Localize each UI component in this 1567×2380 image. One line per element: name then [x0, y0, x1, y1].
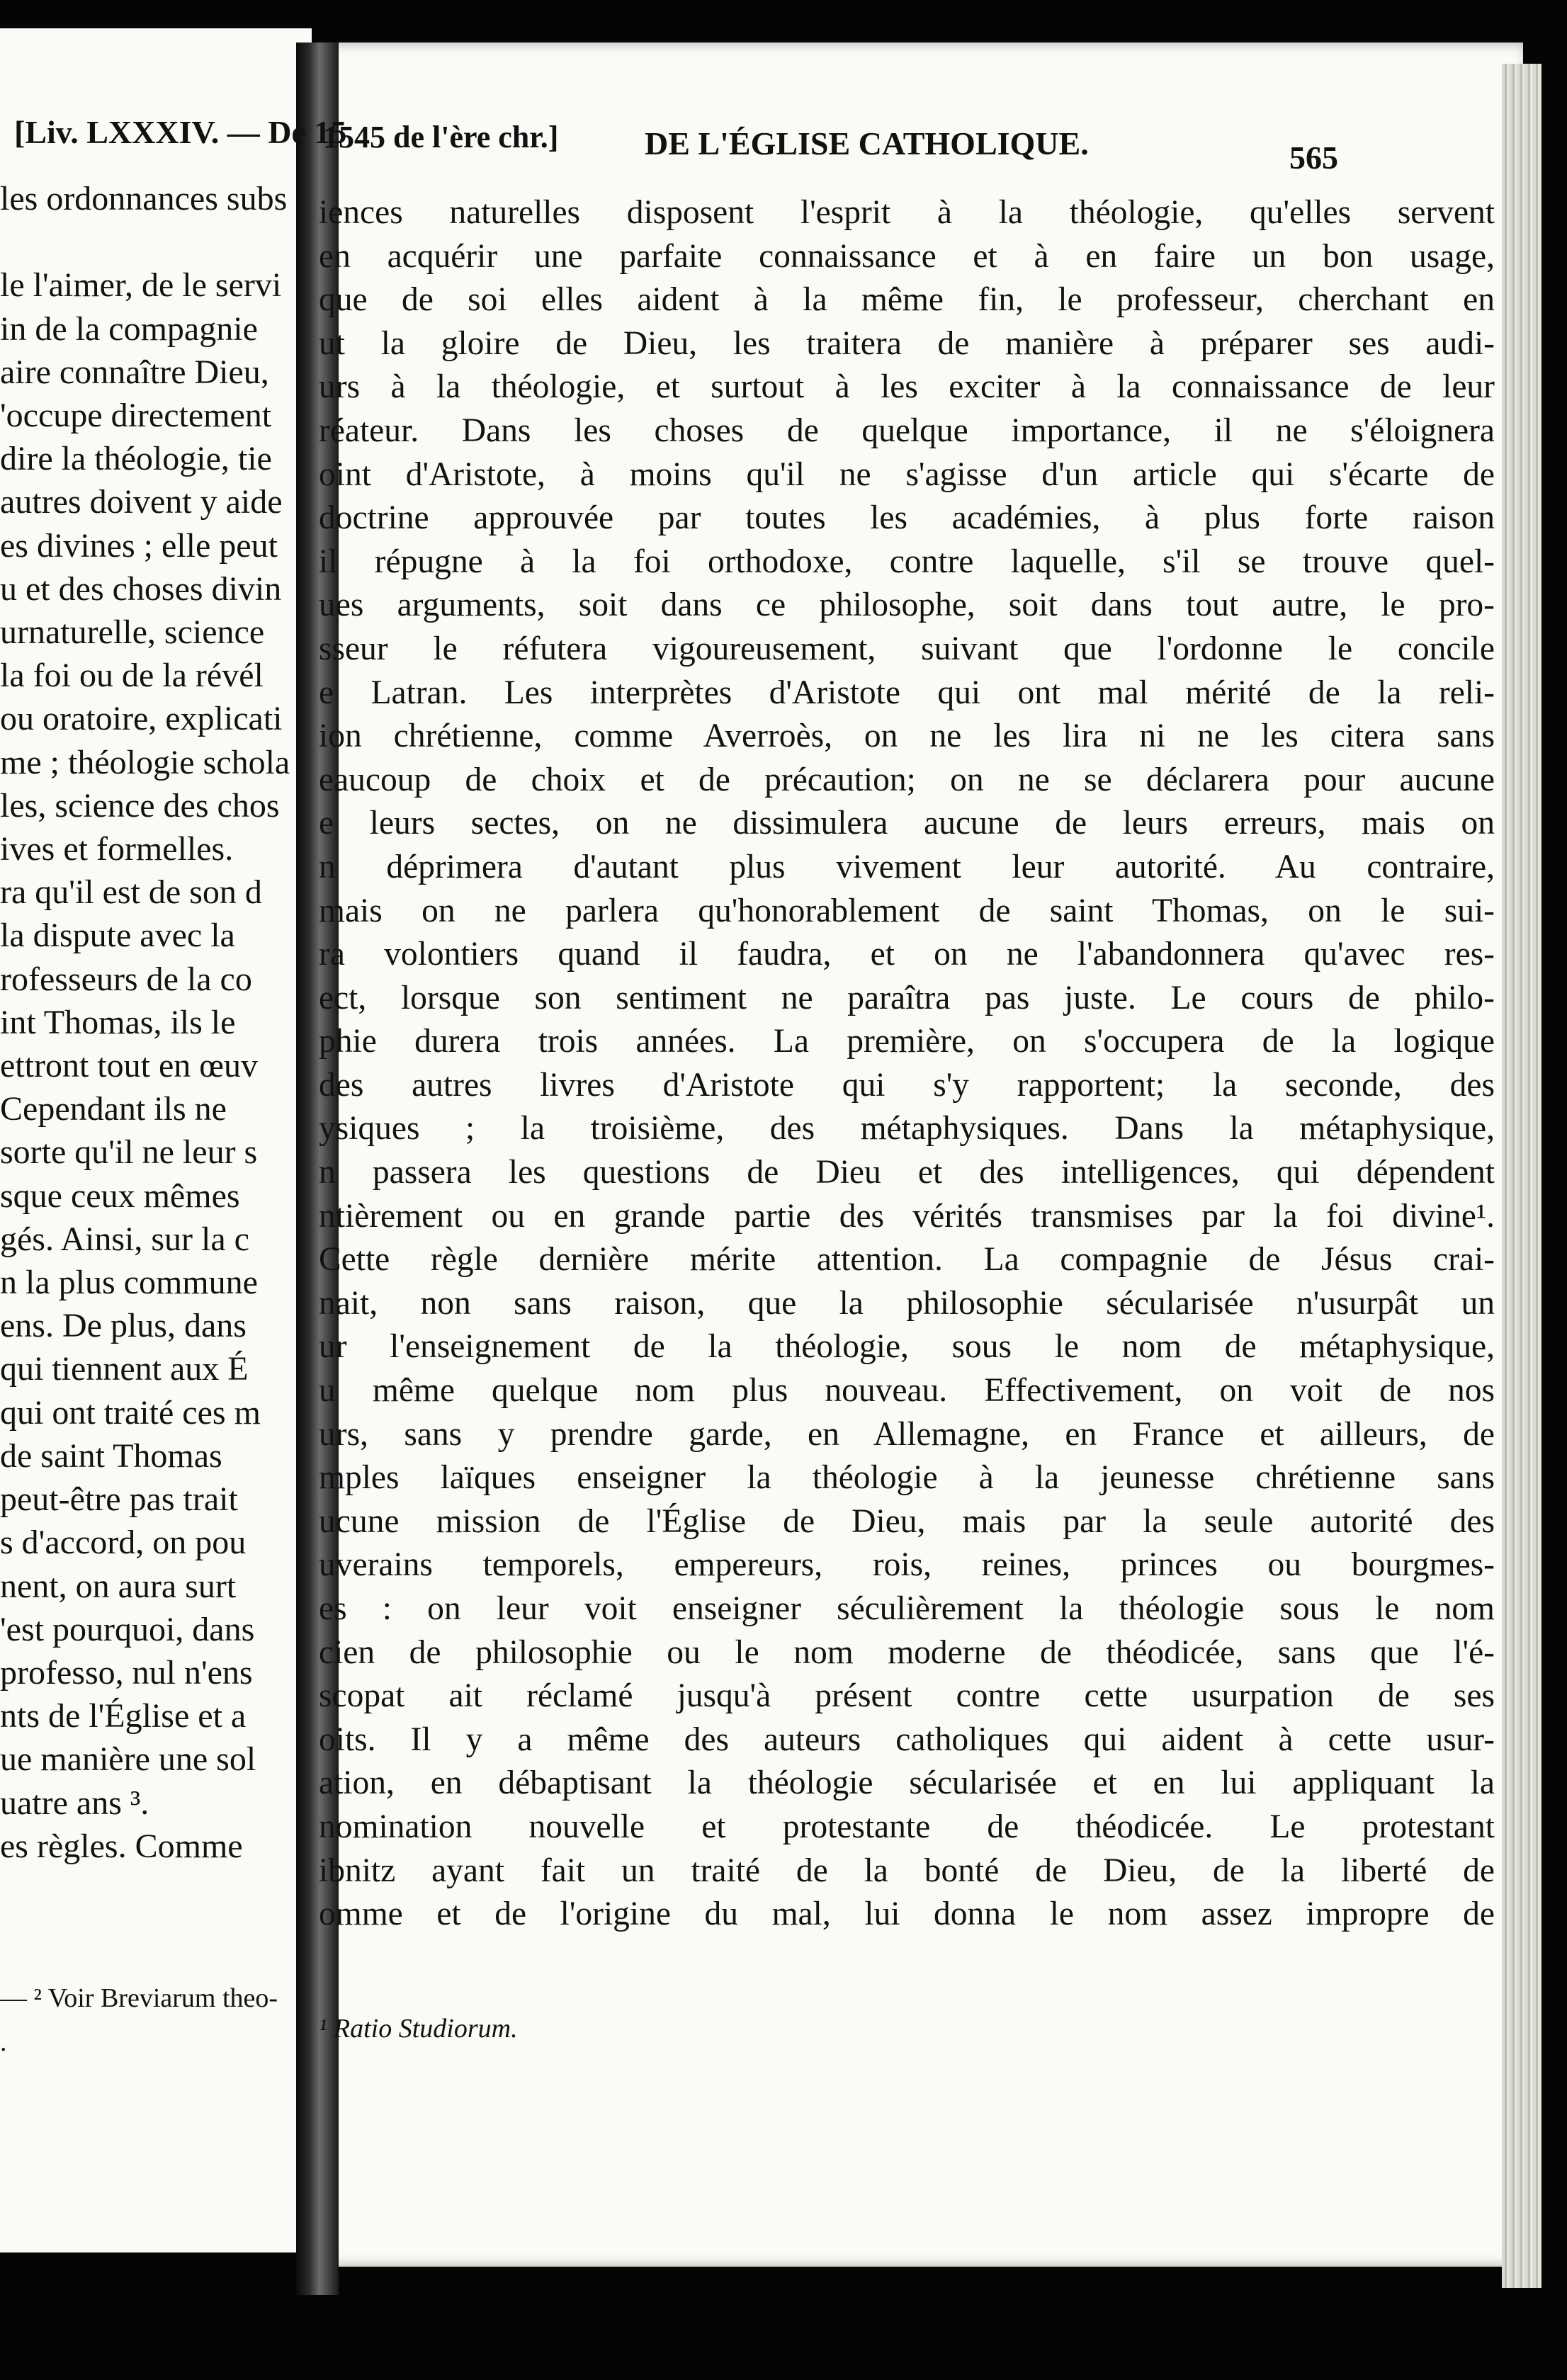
left-text-line: urnaturelle, science [0, 613, 265, 652]
left-text-line: 'est pourquoi, dans [0, 1610, 255, 1648]
left-text-line: gés. Ainsi, sur la c [0, 1220, 249, 1258]
left-text-line: es divines ; elle peut [0, 526, 278, 565]
left-text-line: la dispute avec la [0, 917, 235, 955]
right-text-line: que de soi elles aident à la même fin, le professeur, cherchant en [319, 281, 1495, 319]
right-text-line: scopat ait réclamé jusqu'à présent contre cette usurpation de ses [319, 1677, 1495, 1715]
right-text-line: uverains temporels, empereurs, rois, reines, princes ou bourgmes- [319, 1546, 1495, 1584]
right-text-line: e Latran. Les interprètes d'Aristote qui ont mal mérité de la reli- [319, 674, 1495, 711]
left-text-line: autres doivent y aide [0, 483, 283, 521]
left-text-line: ou oratoire, explicati [0, 700, 283, 738]
right-text-line: ut la gloire de Dieu, les traitera de manière à préparer ses audi- [319, 324, 1495, 362]
left-text-line: sque ceux mêmes [0, 1177, 240, 1215]
left-footnotes [0, 1976, 312, 2064]
left-text-line: Cependant ils ne [0, 1090, 227, 1128]
right-text-line: es : on leur voit enseigner séculièrement la théologie sous le nom [319, 1590, 1495, 1627]
left-text-line: les ordonnances subs [0, 180, 288, 217]
left-text-line: le l'aimer, de le servi [0, 266, 282, 305]
right-text-line: eaucoup de choix et de précaution; on ne se déclarera pour aucune [319, 761, 1495, 798]
left-text-line: 'occupe directement [0, 397, 272, 435]
left-text-line: me ; théologie schola [0, 743, 290, 781]
right-text-line: ues arguments, soit dans ce philosophe, soit dans tout autre, le pro- [319, 586, 1495, 624]
right-text-line: u même quelque nom plus nouveau. Effectivement, on voit de nos [319, 1372, 1495, 1410]
left-text-line: aire connaître Dieu, [0, 353, 269, 391]
right-text-line: iences naturelles disposent l'esprit à la théologie, qu'elles servent [319, 194, 1495, 231]
right-text-line: ra volontiers quand il faudra, et on ne l'abandonnera qu'avec res- [319, 936, 1495, 973]
left-text-line: nts de l'Église et a [0, 1697, 247, 1735]
left-text-line: peut-être pas trait [0, 1480, 238, 1519]
left-footnote-line: . [0, 2027, 7, 2057]
left-text-block [0, 177, 312, 1868]
right-text-line: nomination nouvelle et protestante de théodicée. Le protestant [319, 1808, 1495, 1845]
right-text-line: oint d'Aristote, à moins qu'il ne s'agisse d'un article qui s'écarte de [319, 455, 1495, 493]
right-footnote: ¹ Ratio Studiorum. [319, 2014, 518, 2044]
right-text-line: doctrine approuvée par toutes les académies, à plus forte raison [319, 499, 1495, 537]
left-running-head: [Liv. LXXXIV. — De 15 [14, 114, 347, 150]
right-text-line: ucune mission de l'Église de Dieu, mais par la seule autorité des [319, 1502, 1495, 1540]
left-text-line: uatre ans ³. [0, 1784, 149, 1822]
right-text-line: phie durera trois années. La première, on s'occupera de la logique [319, 1023, 1495, 1060]
right-text-line: sseur le réfutera vigoureusement, suivant que l'ordonne le concile [319, 630, 1495, 667]
right-text-line: urs à la théologie, et surtout à les exciter à la connaissance de leur [319, 368, 1495, 406]
right-text-line: ysiques ; la troisième, des métaphysiques. Dans la métaphysique, [319, 1110, 1495, 1148]
right-text-line: des autres livres d'Aristote qui s'y rapportent; la seconde, des [319, 1066, 1495, 1104]
left-text-line: la foi ou de la révél [0, 657, 264, 695]
right-text-line: oits. Il y a même des auteurs catholiques qui aident à cette usur- [319, 1721, 1495, 1758]
right-text-line: urs, sans y prendre garde, en Allemagne, en France et ailleurs, de [319, 1415, 1495, 1453]
right-running-head-title: DE L'ÉGLISE CATHOLIQUE. [645, 125, 1089, 162]
right-text-line: ntièrement ou en grande partie des vérités transmises par la foi divine¹. [319, 1197, 1495, 1235]
right-text-line: en acquérir une parfaite connaissance et à en faire un bon usage, [319, 237, 1495, 275]
left-text-line: ens. De plus, dans [0, 1307, 247, 1345]
right-text-line: il répugne à la foi orthodoxe, contre laquelle, s'il se trouve quel- [319, 543, 1495, 580]
right-text-line: omme et de l'origine du mal, lui donna le nom assez impropre de [319, 1896, 1495, 1933]
left-text-line: qui tiennent aux É [0, 1350, 249, 1388]
right-text-line: Cette règle dernière mérite attention. La compagnie de Jésus crai- [319, 1241, 1495, 1279]
page-number: 565 [1289, 140, 1338, 176]
right-running-head-date: 1545 de l'ère chr.] [323, 120, 559, 154]
right-text-line: réateur. Dans les choses de quelque importance, il ne s'éloignera [319, 412, 1495, 449]
left-text-line: de saint Thomas [0, 1436, 222, 1475]
left-text-line: in de la compagnie [0, 310, 258, 348]
left-text-line: u et des choses divin [0, 570, 282, 608]
left-text-line: sorte qu'il ne leur s [0, 1133, 258, 1172]
left-text-line: ra qu'il est de son d [0, 873, 262, 912]
right-text-line: ation, en débaptisant la théologie sécularisée et en lui appliquant la [319, 1764, 1495, 1802]
left-text-line: int Thomas, ils le [0, 1003, 236, 1041]
left-text-line: ue manière une sol [0, 1740, 256, 1779]
right-text-block [319, 191, 1495, 1937]
right-text-line: cien de philosophie ou le nom moderne de théodicée, sans que l'é- [319, 1633, 1495, 1671]
right-text-line: mais on ne parlera qu'honorablement de saint Thomas, on le sui- [319, 892, 1495, 929]
left-text-line: n la plus commune [0, 1264, 258, 1302]
left-text-line: rofesseurs de la co [0, 960, 252, 998]
left-text-line: s d'accord, on pou [0, 1524, 247, 1562]
right-text-line: nait, non sans raison, que la philosophie sécularisée n'usurpât un [319, 1284, 1495, 1322]
left-text-line: nent, on aura surt [0, 1567, 237, 1605]
left-text-line: ettront tout en œuv [0, 1047, 258, 1085]
right-text-line: ect, lorsque son sentiment ne paraîtra pas juste. Le cours de philo- [319, 979, 1495, 1016]
left-text-line: les, science des chos [0, 786, 280, 824]
left-text-line: dire la théologie, tie [0, 440, 272, 478]
left-text-line: qui ont traité ces m [0, 1393, 261, 1432]
right-text-line: mples laïques enseigner la théologie à la jeunesse chrétienne sans [319, 1459, 1495, 1497]
right-text-line: ur l'enseignement de la théologie, sous le nom de métaphysique, [319, 1328, 1495, 1366]
left-text-line [0, 220, 312, 264]
left-text-line: professo, nul n'ens [0, 1653, 253, 1692]
right-text-line: n déprimera d'autant plus vivement leur autorité. Au contraire, [319, 848, 1495, 885]
right-text-line: e leurs sectes, on ne dissimulera aucune de leurs erreurs, mais on [319, 805, 1495, 842]
left-footnote-line: — ² Voir Breviarum theo- [0, 1983, 278, 2013]
page-edge-stack [1502, 64, 1541, 2288]
right-text-line: ibnitz ayant fait un traité de la bonté de Dieu, de la liberté de [319, 1852, 1495, 1889]
right-text-line: ion chrétienne, comme Averroès, on ne les lira ni ne les citera sans [319, 718, 1495, 755]
right-text-line: n passera les questions de Dieu et des intelligences, qui dépendent [319, 1154, 1495, 1191]
left-text-line: ives et formelles. [0, 830, 234, 868]
left-text-line: es règles. Comme [0, 1827, 243, 1865]
